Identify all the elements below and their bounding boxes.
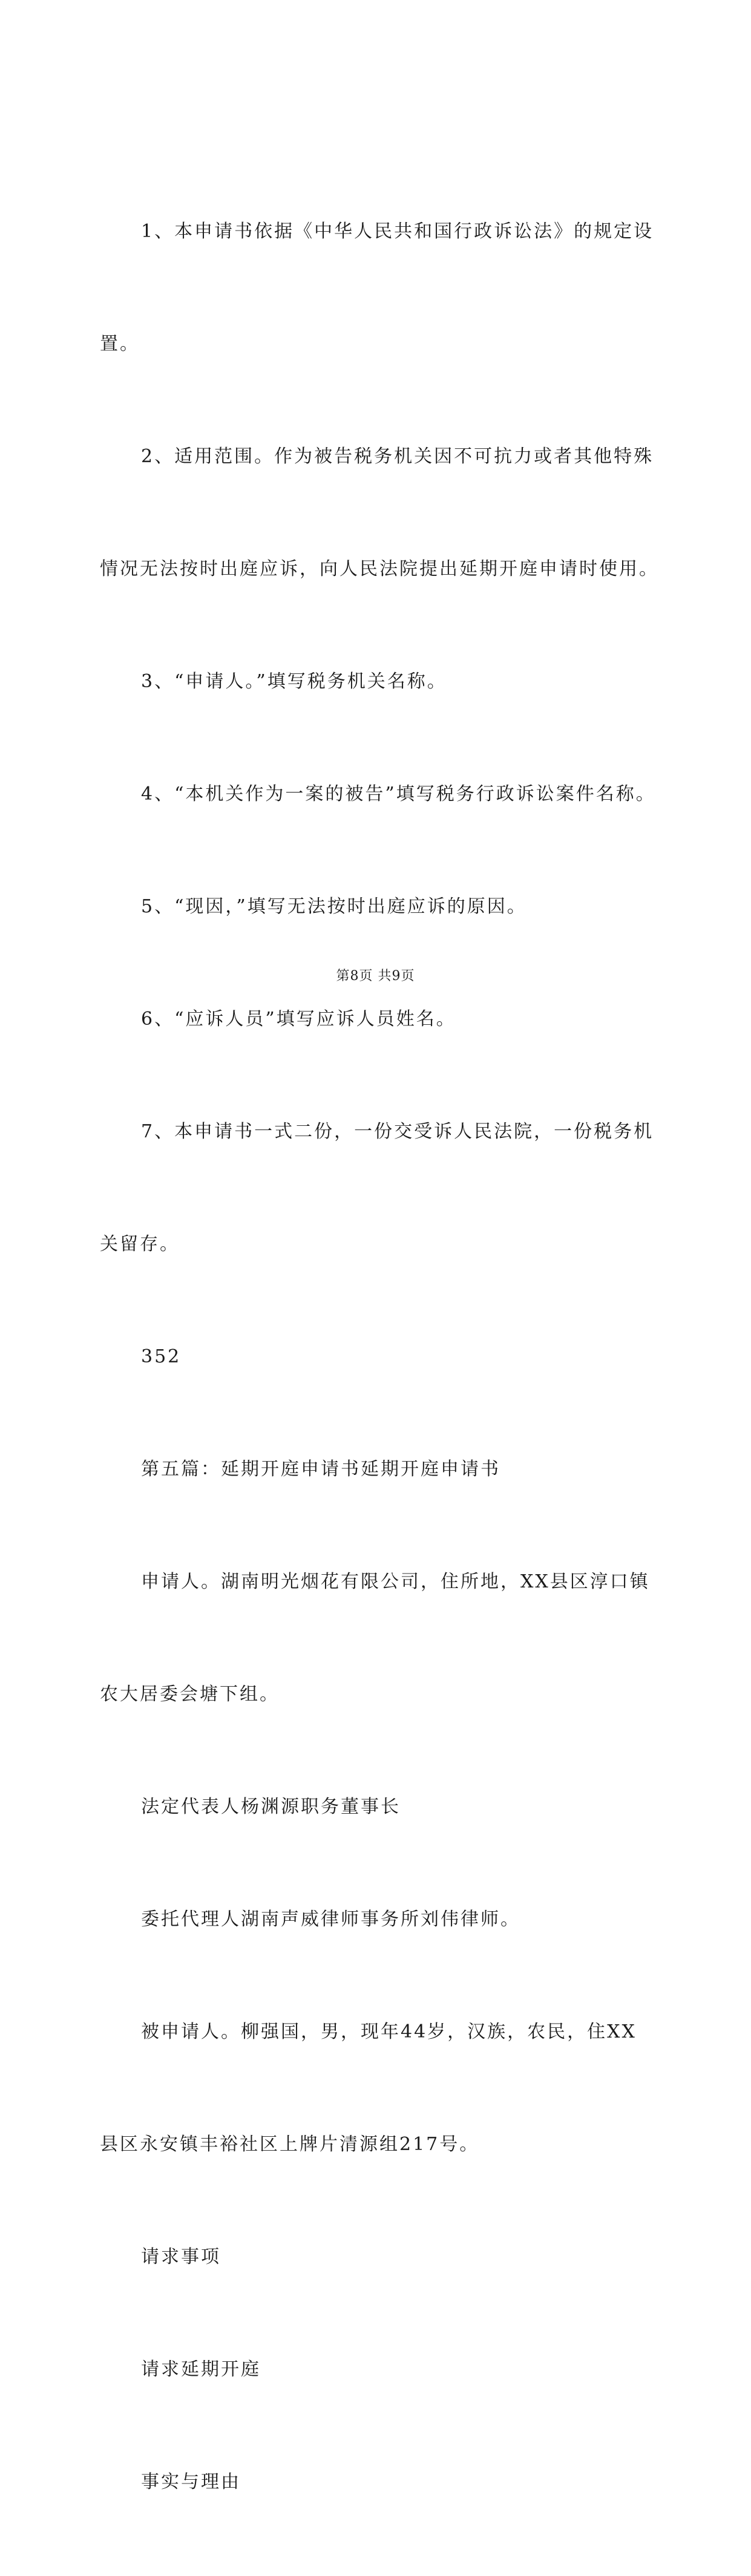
section-heading: 第五篇：延期开庭申请书延期开庭申请书 <box>141 1459 500 1480</box>
text-line-21: 事实与理由 <box>141 2471 241 2493</box>
text-line-19: 请求事项 <box>141 2246 221 2267</box>
text-line-9: 7、本申请书一式二份，一份交受诉人民法院，一份税务机 <box>141 1121 654 1142</box>
text-line-1: 1、本申请书依据《中华人民共和国行政诉讼法》的规定设 <box>141 221 654 242</box>
text-line-5: 3、“申请人。”填写税务机关名称。 <box>141 671 447 692</box>
text-line-11: 352 <box>141 1346 182 1367</box>
text-line-14: 农大居委会塘下组。 <box>100 1684 280 1705</box>
text-line-13: 申请人。湖南明光烟花有限公司，住所地，XX县区淳口镇 <box>141 1571 650 1592</box>
text-line-4: 情况无法按时出庭应诉，向人民法院提出延期开庭申请时使用。 <box>100 558 659 580</box>
text-line-18: 县区永安镇丰裕社区上牌片清源组217号。 <box>100 2134 480 2155</box>
text-line-10: 关留存。 <box>100 1234 180 1255</box>
text-line-8: 6、“应诉人员”填写应诉人员姓名。 <box>141 1008 456 1030</box>
page-footer: 第8页 共9页 <box>336 969 415 984</box>
text-line-6: 4、“本机关作为一案的被告”填写税务行政诉讼案件名称。 <box>141 783 656 805</box>
text-line-3: 2、适用范围。作为被告税务机关因不可抗力或者其他特殊 <box>141 446 654 467</box>
text-line-2: 置。 <box>100 333 140 355</box>
document-body <box>100 138 657 2576</box>
text-line-17: 被申请人。柳强国，男，现年44岁，汉族，农民，住XX <box>141 2021 637 2042</box>
text-line-15: 法定代表人杨渊源职务董事长 <box>141 1796 401 1817</box>
text-line-7: 5、“现因，”填写无法按时出庭应诉的原因。 <box>141 896 527 917</box>
text-line-16: 委托代理人湖南声威律师事务所刘伟律师。 <box>141 1909 520 1930</box>
text-line-20: 请求延期开庭 <box>141 2359 261 2380</box>
